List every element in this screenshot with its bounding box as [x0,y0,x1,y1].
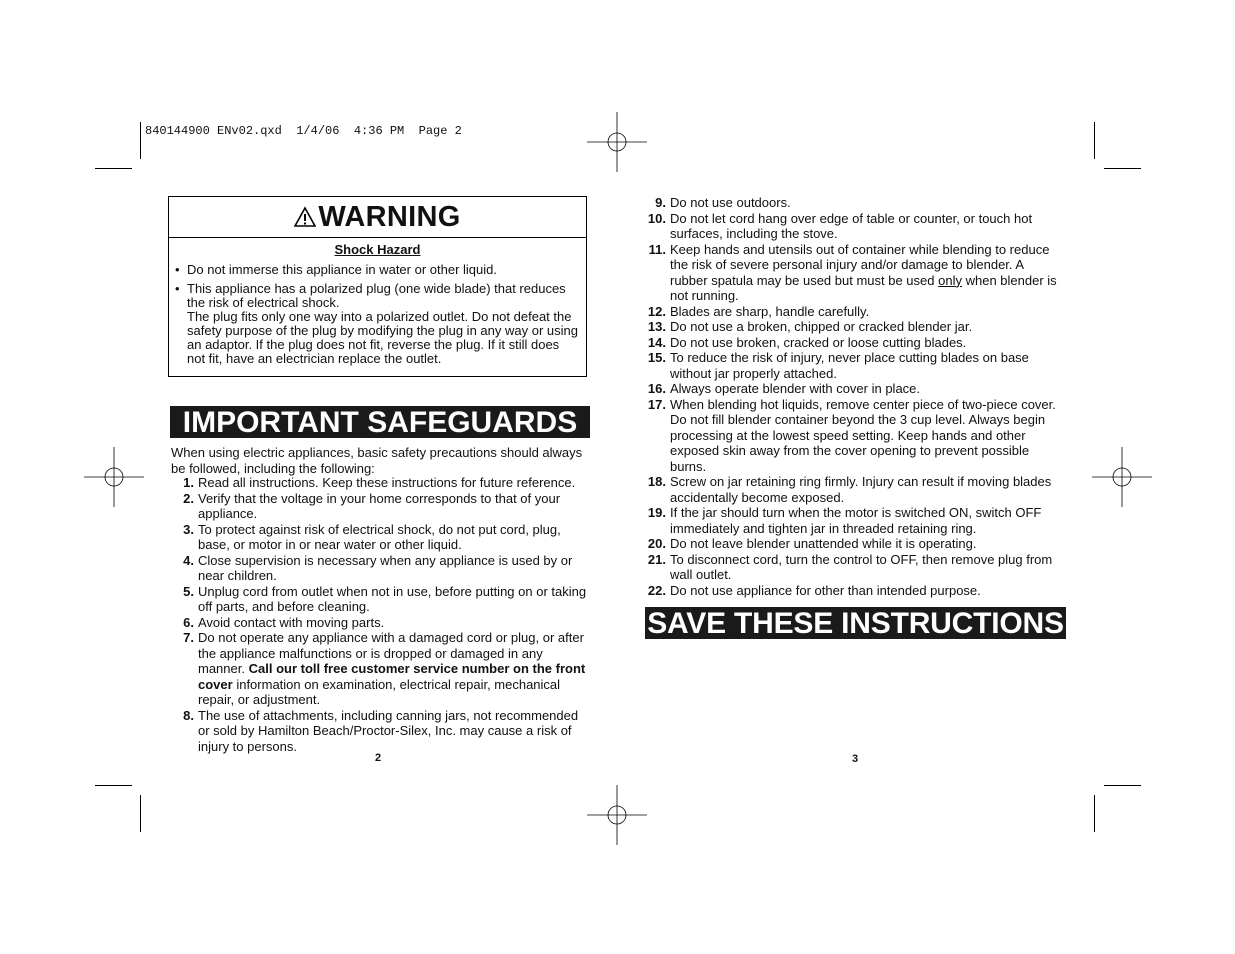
warning-bullet: • This appliance has a polarized plug (one wide blade) that reduces the risk of electrical shock. [175,281,566,310]
page-number-left: 2 [375,752,382,764]
list-item: 4. Close supervision is necessary when any appliance is used by or near children. [183,552,573,583]
file-slug: 840144900 ENv02.qxd 1/4/06 4:36 PM Page 2 [145,124,462,138]
list-item: 16. Always operate blender with cover in place. [647,381,921,396]
registration-mark-icon [1092,447,1152,507]
warning-paragraph: The plug fits only one way into a polarized outlet. Do not defeat the safety purpose of the plug by modifying the plug in any way or using an adaptor. If the plug does not fit, reverse the plug. If it still does not fit, have an electrician replace the outlet. [187,309,578,366]
warning-bullet: • Do not immerse this appliance in water or other liquid. [175,262,497,277]
registration-mark-icon [587,785,647,845]
list-item: 13. Do not use a broken, chipped or cracked blender jar. [647,319,973,334]
save-instructions-banner: SAVE THESE INSTRUCTIONS [645,607,1066,639]
list-item: 8. The use of attachments, including canning jars, not recommended or sold by Hamilton Beach/Proctor-Silex, Inc. may cause a risk of injury to persons. [183,707,579,754]
list-item: 17. When blending hot liquids, remove center piece of two-piece cover. Do not fill blender container beyond the 3 cup level. Always begin processing at the lowest speed setting. Keep hands and other exposed skin away from the cover opening to prevent possible burns. [647,396,1056,474]
list-item: 1. Read all instructions. Keep these instructions for future reference. [183,475,576,490]
crop-mark [95,168,132,169]
crop-mark [1094,122,1095,159]
crop-mark [1104,785,1141,786]
customer-service-note: Call our toll free customer service number on the front cover [198,661,586,692]
list-item: 6. Avoid contact with moving parts. [183,614,385,630]
list-item: 18. Screw on jar retaining ring firmly. Injury can result if moving blades accidentally become exposed. [647,474,1052,505]
shock-hazard-heading: Shock Hazard [334,242,421,257]
list-item: 20. Do not leave blender unattended while it is operating. [647,536,977,551]
warning-title-text: WARNING [318,200,461,233]
crop-mark [95,785,132,786]
crop-mark [1104,168,1141,169]
list-item: 15. To reduce the risk of injury, never place cutting blades on base without jar properly attached. [647,350,1029,381]
list-item: 7. Do not operate any appliance with a damaged cord or plug, or after the appliance malfunctions or is dropped or damaged in any manner. Call our toll free customer service number on the front cover information on examination, electrical repair, mechanical repair, or adjustment. [183,630,586,707]
important-safeguards-banner: IMPORTANT SAFEGUARDS [170,406,590,438]
list-item: 10. Do not let cord hang over edge of table or counter, or touch hot surfaces, including the stove. [647,210,1033,241]
page-number-right: 3 [852,753,859,765]
warning-triangle-icon [294,206,316,228]
warning-title [169,197,586,238]
list-item: 9. Do not use outdoors. [655,195,791,210]
safeguards-list-left [171,475,591,754]
list-item: 21. To disconnect cord, turn the control to OFF, then remove plug from wall outlet. [647,551,1053,582]
list-item: 14. Do not use broken, cracked or loose cutting blades. [647,334,967,350]
warning-box [168,196,587,377]
safeguards-list-right [643,195,1063,598]
list-item: 2. Verify that the voltage in your home corresponds to that of your appliance. [183,490,561,521]
list-item: 11. Keep hands and utensils out of container while blending to reduce the risk of severe personal injury and/or damage to blender. A rubber spatula may be used but must be used only when blender is not running. [648,241,1057,303]
safeguards-intro: When using electric appliances, basic safety precautions should always be followed, including the following: [171,445,583,476]
list-item: 12. Blades are sharp, handle carefully. [647,303,870,319]
list-item: 22. Do not use appliance for other than intended purpose. [647,582,981,598]
list-item: 19. If the jar should turn when the motor is switched ON, switch OFF immediately and tighten jar in threaded retaining ring. [647,505,1042,536]
registration-mark-icon [587,112,647,172]
warning-list [169,263,586,366]
crop-mark [140,122,141,159]
crop-mark [1094,795,1095,832]
list-item: 3. To protect against risk of electrical shock, do not put cord, plug, base, or motor in or near water or other liquid. [183,521,561,552]
registration-mark-icon [84,447,144,507]
crop-mark [140,795,141,832]
list-item: 5. Unplug cord from outlet when not in use, before putting on or taking off parts, and before cleaning. [183,583,587,614]
